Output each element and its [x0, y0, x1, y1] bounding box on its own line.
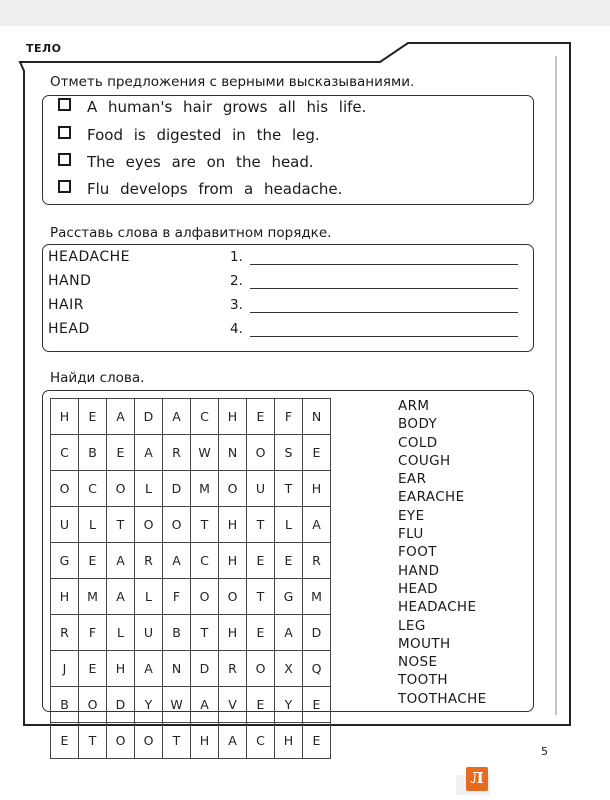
answer-line[interactable] [250, 288, 518, 289]
wordlist-item: HEADACHE [398, 599, 477, 616]
grid-cell[interactable]: U [135, 615, 163, 651]
checkbox-icon[interactable] [58, 98, 71, 111]
grid-cell[interactable]: E [79, 399, 107, 435]
answer-number: 1. [230, 249, 243, 265]
checkbox-icon[interactable] [58, 180, 71, 193]
grid-cell[interactable]: E [275, 543, 303, 579]
grid-row [51, 543, 331, 579]
statement-2[interactable] [58, 126, 320, 144]
grid-cell[interactable]: L [79, 507, 107, 543]
grid-cell[interactable]: C [247, 723, 275, 759]
grid-cell[interactable]: S [275, 435, 303, 471]
grid-cell[interactable]: O [219, 471, 247, 507]
word-search-grid[interactable] [50, 398, 331, 759]
grid-row [51, 651, 331, 687]
task3-title: Найди слова. [50, 370, 145, 386]
grid-cell[interactable]: B [163, 615, 191, 651]
statement-text: The eyes are on the head. [87, 153, 314, 171]
wordlist-item: EAR [398, 471, 427, 488]
section-header: ТЕЛО [26, 42, 62, 55]
page-number: 5 [541, 745, 548, 758]
grid-cell[interactable]: M [303, 579, 331, 615]
grid-cell[interactable]: N [303, 399, 331, 435]
statement-text: A human's hair grows all his life. [87, 98, 367, 116]
grid-cell[interactable]: O [107, 723, 135, 759]
task1-title: Отметь предложения с верными высказываниями. [50, 74, 415, 90]
grid-cell[interactable]: T [275, 471, 303, 507]
grid-row [51, 579, 331, 615]
wordlist-item: MOUTH [398, 635, 451, 652]
grid-cell[interactable]: O [247, 651, 275, 687]
grid-cell[interactable]: H [219, 543, 247, 579]
grid-cell[interactable]: Q [303, 651, 331, 687]
wordlist-item: TOOTH [398, 672, 448, 689]
grid-cell[interactable]: A [135, 435, 163, 471]
grid-cell[interactable]: H [51, 399, 79, 435]
answer-number: 3. [230, 297, 243, 313]
grid-cell[interactable]: E [79, 651, 107, 687]
grid-cell[interactable]: T [163, 723, 191, 759]
statement-1[interactable] [58, 98, 366, 116]
grid-cell[interactable]: T [191, 615, 219, 651]
grid-cell[interactable]: E [303, 687, 331, 723]
grid-row [51, 435, 331, 471]
grid-cell[interactable]: M [79, 579, 107, 615]
grid-cell[interactable]: W [163, 687, 191, 723]
grid-cell[interactable]: W [191, 435, 219, 471]
wordlist-item: FOOT [398, 544, 437, 561]
grid-cell[interactable]: A [163, 543, 191, 579]
grid-cell[interactable]: O [247, 435, 275, 471]
task2-title: Расставь слова в алфавитном порядке. [50, 225, 332, 241]
answer-number: 2. [230, 273, 243, 289]
checkbox-icon[interactable] [58, 126, 71, 139]
grid-cell[interactable]: H [275, 723, 303, 759]
wordlist-item: HEAD [398, 580, 438, 597]
grid-cell[interactable]: H [303, 471, 331, 507]
statement-text: Flu develops from a headache. [87, 180, 343, 198]
grid-cell[interactable]: N [163, 651, 191, 687]
grid-cell[interactable]: L [135, 471, 163, 507]
grid-cell[interactable]: E [247, 543, 275, 579]
answer-line[interactable] [250, 336, 518, 337]
word-item: HAIR [48, 297, 84, 313]
statement-3[interactable] [58, 153, 314, 171]
answer-number: 4. [230, 321, 243, 337]
grid-cell[interactable]: A [163, 399, 191, 435]
grid-cell[interactable]: H [219, 507, 247, 543]
word-item: HEADACHE [48, 249, 130, 265]
grid-cell[interactable]: O [191, 579, 219, 615]
grid-cell[interactable]: R [303, 543, 331, 579]
grid-cell[interactable]: A [303, 507, 331, 543]
grid-row [51, 687, 331, 723]
grid-cell[interactable]: E [51, 723, 79, 759]
grid-cell[interactable]: R [51, 615, 79, 651]
grid-row [51, 507, 331, 543]
grid-cell[interactable]: E [79, 543, 107, 579]
grid-cell[interactable]: U [51, 507, 79, 543]
grid-cell[interactable]: J [51, 651, 79, 687]
grid-cell[interactable]: U [247, 471, 275, 507]
grid-cell[interactable]: O [51, 471, 79, 507]
grid-cell[interactable]: A [191, 687, 219, 723]
grid-cell[interactable]: H [107, 651, 135, 687]
publisher-logo [466, 767, 488, 791]
wordlist-item: BODY [398, 416, 438, 433]
grid-cell[interactable]: O [219, 579, 247, 615]
grid-cell[interactable]: A [275, 615, 303, 651]
answer-line[interactable] [250, 264, 518, 265]
grid-cell[interactable]: L [107, 615, 135, 651]
grid-cell[interactable]: D [107, 687, 135, 723]
wordlist-item: NOSE [398, 654, 438, 671]
grid-cell[interactable]: H [191, 723, 219, 759]
grid-cell[interactable]: E [107, 435, 135, 471]
grid-cell[interactable]: E [247, 615, 275, 651]
checkbox-icon[interactable] [58, 153, 71, 166]
grid-row [51, 615, 331, 651]
statement-4[interactable] [58, 180, 342, 198]
grid-cell[interactable]: E [303, 435, 331, 471]
grid-cell[interactable]: A [135, 651, 163, 687]
grid-cell[interactable]: E [247, 687, 275, 723]
wordlist-item: HAND [398, 562, 440, 579]
grid-cell[interactable]: C [191, 543, 219, 579]
answer-line[interactable] [250, 312, 518, 313]
wordlist-item: LEG [398, 617, 426, 634]
grid-cell[interactable]: D [163, 471, 191, 507]
grid-cell[interactable]: A [107, 543, 135, 579]
grid-cell[interactable]: O [107, 471, 135, 507]
wordlist-item: COLD [398, 434, 438, 451]
grid-cell[interactable]: F [163, 579, 191, 615]
grid-cell[interactable]: E [303, 723, 331, 759]
wordlist-item: COUGH [398, 452, 451, 469]
grid-cell[interactable]: O [135, 723, 163, 759]
grid-cell[interactable]: G [51, 543, 79, 579]
word-list [398, 397, 487, 708]
grid-cell[interactable]: Y [135, 687, 163, 723]
grid-cell[interactable]: M [191, 471, 219, 507]
grid-cell[interactable]: H [51, 579, 79, 615]
grid-cell[interactable]: C [79, 471, 107, 507]
grid-row [51, 471, 331, 507]
grid-cell[interactable]: T [191, 507, 219, 543]
grid-cell[interactable]: T [107, 507, 135, 543]
grid-cell[interactable]: O [135, 507, 163, 543]
word-item: HAND [48, 273, 92, 289]
grid-cell[interactable]: H [219, 615, 247, 651]
grid-cell[interactable]: H [219, 399, 247, 435]
grid-cell[interactable]: G [275, 579, 303, 615]
wordlist-item: FLU [398, 526, 424, 543]
grid-cell[interactable]: F [79, 615, 107, 651]
grid-cell[interactable]: R [135, 543, 163, 579]
grid-cell[interactable]: T [79, 723, 107, 759]
grid-cell[interactable]: X [275, 651, 303, 687]
grid-cell[interactable]: R [163, 435, 191, 471]
grid-row [51, 399, 331, 435]
word-item: HEAD [48, 321, 90, 337]
grid-cell[interactable]: D [135, 399, 163, 435]
grid-cell[interactable]: C [51, 435, 79, 471]
grid-cell[interactable]: B [51, 687, 79, 723]
grid-cell[interactable]: A [107, 399, 135, 435]
grid-cell[interactable]: R [219, 651, 247, 687]
grid-cell[interactable]: D [191, 651, 219, 687]
grid-cell[interactable]: O [163, 507, 191, 543]
grid-cell[interactable]: A [219, 723, 247, 759]
grid-cell[interactable]: A [107, 579, 135, 615]
grid-cell[interactable]: F [275, 399, 303, 435]
statement-text: Food is digested in the leg. [87, 126, 320, 144]
grid-row [51, 723, 331, 759]
wordlist-item: TOOTHACHE [398, 690, 487, 707]
wordlist-item: ARM [398, 398, 430, 414]
grid-cell[interactable]: T [247, 579, 275, 615]
grid-cell[interactable]: E [247, 399, 275, 435]
wordlist-item: EARACHE [398, 489, 465, 506]
wordlist-item: EYE [398, 507, 425, 524]
grid-cell[interactable]: L [135, 579, 163, 615]
grid-cell[interactable]: Y [275, 687, 303, 723]
grid-cell[interactable]: B [79, 435, 107, 471]
grid-cell[interactable]: C [191, 399, 219, 435]
grid-cell[interactable]: V [219, 687, 247, 723]
grid-cell[interactable]: O [79, 687, 107, 723]
grid-cell[interactable]: D [303, 615, 331, 651]
logo-letter: Л [470, 769, 484, 787]
grid-cell[interactable]: N [219, 435, 247, 471]
grid-cell[interactable]: L [275, 507, 303, 543]
grid-cell[interactable]: T [247, 507, 275, 543]
